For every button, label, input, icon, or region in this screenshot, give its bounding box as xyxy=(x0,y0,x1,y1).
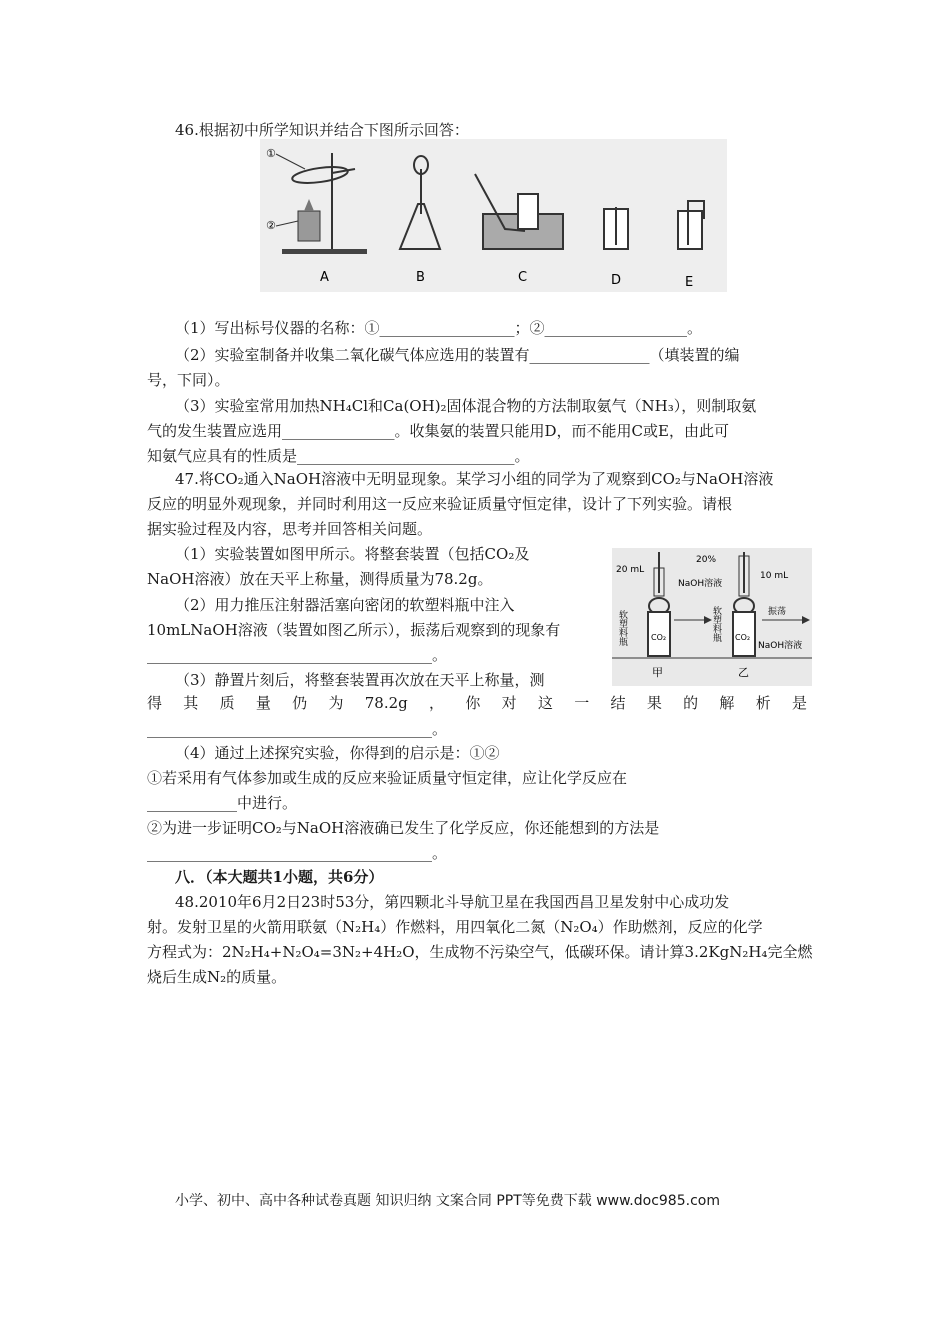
label-jia: 甲 xyxy=(652,666,663,679)
q47-step2-line1: （2）用力推压注射器活塞向密闭的软塑料瓶中注入 xyxy=(175,596,515,614)
label-B: B xyxy=(416,270,425,285)
q47-hint1-line1: ①若采用有气体参加或生成的反应来验证质量守恒定律，应让化学反应在 xyxy=(147,769,628,787)
q46-title: 46.根据初中所学知识并结合下图所示回答： xyxy=(175,121,469,139)
q47-step3-line1: （3）静置片刻后，将整套装置再次放在天平上称量，测 xyxy=(175,671,545,689)
solution-bottom: NaOH溶液 xyxy=(758,641,803,651)
label-E: E xyxy=(685,275,694,290)
page-footer: 小学、初中、高中各种试卷真题 知识归纳 文案合同 PPT等免费下载 www.doc985.com xyxy=(175,1193,720,1209)
q47-intro-line3: 据实验过程及内容，思考并回答相关问题。 xyxy=(147,520,433,538)
q46-part2-line1: （2）实验室制备并收集二氧化碳气体应选用的装置有________________（填装置的编 xyxy=(175,346,740,364)
solution-top: NaOH溶液 xyxy=(678,579,723,589)
q47-step2-line3: ______________________________________。 xyxy=(147,646,448,664)
label-D: D xyxy=(611,273,622,288)
q48-line2: 射。发射卫星的火箭用联氨（N₂H₄）作燃料，用四氧化二氮（N₂O₄）作助燃剂，反应的化学 xyxy=(147,918,763,936)
left-gas: CO₂ xyxy=(651,633,667,642)
q46-part1: （1）写出标号仪器的名称：①__________________；②___________________。 xyxy=(175,319,703,337)
apparatus-figure-47 xyxy=(612,548,812,686)
left-bottle-label: 软塑料瓶 xyxy=(617,610,627,646)
right-bottle-label: 软塑料瓶 xyxy=(711,606,721,642)
syringe-bottle-drawing xyxy=(612,548,812,686)
q47-intro-line1: 47.将CO₂通入NaOH溶液中无明显现象。某学习小组的同学为了观察到CO₂与NaOH溶液 xyxy=(175,470,774,488)
label-C: C xyxy=(518,270,528,285)
marker-1: ① xyxy=(266,147,276,160)
apparatus-figure-46 xyxy=(260,139,727,292)
label-yi: 乙 xyxy=(738,666,749,679)
q47-step1-line1: （1）实验装置如图甲所示。将整套装置（包括CO₂及 xyxy=(175,545,530,563)
label-A: A xyxy=(320,270,329,285)
marker-2: ② xyxy=(266,219,276,232)
q47-step3-line2: 得其质量仍为78.2g，你对这一结果的解析是 xyxy=(147,694,807,712)
q47-hint1-line2: ____________中进行。 xyxy=(147,794,298,812)
q47-step1-line2: NaOH溶液）放在天平上称量，测得质量为78.2g。 xyxy=(147,570,493,588)
q46-part3-line1: （3）实验室常用加热NH₄Cl和Ca(OH)₂固体混合物的方法制取氨气（NH₃），则制取氨 xyxy=(175,397,757,415)
q46-part3-line2: 气的发生装置应选用_______________。收集氨的装置只能用D，而不能用C或E，由此可 xyxy=(147,422,729,440)
left-volume: 20 mL xyxy=(616,565,645,575)
q47-step2-line2: 10mLNaOH溶液（装置如图乙所示），振荡后观察到的现象有 xyxy=(147,621,561,639)
q47-step4: （4）通过上述探究实验，你得到的启示是：①② xyxy=(175,744,500,762)
q48-line3: 方程式为：2N₂H₄+N₂O₄=3N₂+4H₂O，生成物不污染空气，低碳环保。请计算3.2KgN₂H₄完全燃 xyxy=(147,943,813,961)
q48-line1: 48.2010年6月2日23时53分，第四颗北斗导航卫星在我国西昌卫星发射中心成功发 xyxy=(175,893,730,911)
right-gas: CO₂ xyxy=(735,633,751,642)
apparatus-drawing xyxy=(260,139,727,292)
right-volume: 10 mL xyxy=(760,571,789,581)
q46-part2-line2: 号，下同）。 xyxy=(147,371,230,389)
concentration: 20% xyxy=(696,555,717,565)
section-heading: 八．（本大题共1小题，共6分） xyxy=(175,868,384,886)
q47-hint2-line1: ②为进一步证明CO₂与NaOH溶液确已发生了化学反应，你还能想到的方法是 xyxy=(147,819,660,837)
q46-part3-line3: 知氨气应具有的性质是_____________________________。 xyxy=(147,447,530,465)
q47-hint2-line2: ______________________________________。 xyxy=(147,844,448,862)
q47-step3-line3: ______________________________________。 xyxy=(147,720,448,738)
shake-label: 振荡 xyxy=(768,607,787,617)
q47-intro-line2: 反应的明显外观现象，并同时利用这一反应来验证质量守恒定律，设计了下列实验。请根 xyxy=(147,495,733,513)
q48-line4: 烧后生成N₂的质量。 xyxy=(147,968,287,986)
